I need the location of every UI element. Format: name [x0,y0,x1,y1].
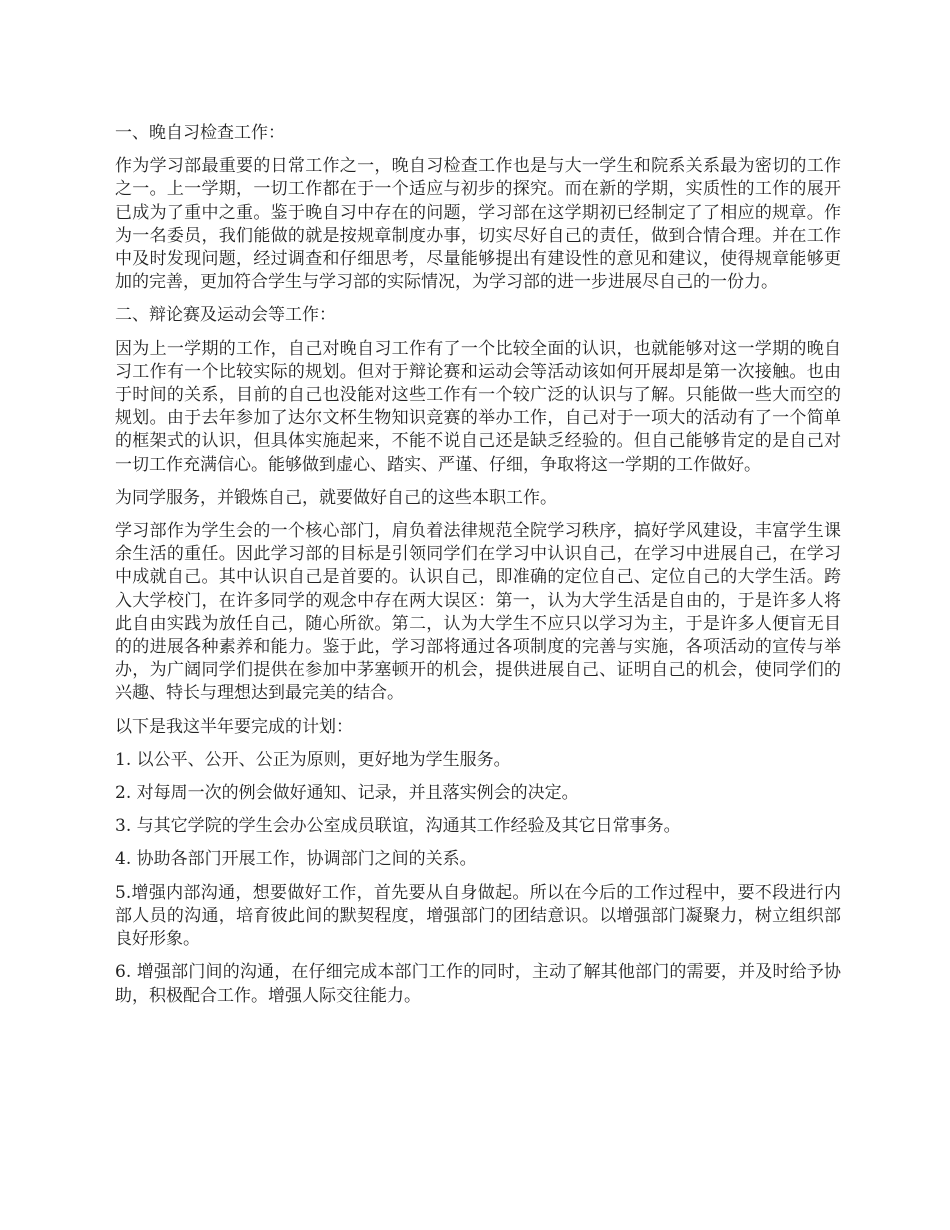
plan-item: 5.增强内部沟通，想要做好工作，首先要从自身做起。所以在今后的工作过程中，要不段进行内部人员的沟通，培育彼此间的默契程度，增强部门的团结意识。以增强部门凝聚力，树立组织部良好形象。 [115,882,841,950]
body-paragraph: 因为上一学期的工作，自己对晚自习工作有了一个比较全面的认识，也就能够对这一学期的晚自习工作有一个比较实际的规划。但对于辩论赛和运动会等活动该如何开展却是第一次接触。也由于时间的关系，目前的自己也没能对这些工作有一个较广泛的认识与了解。只能做一些大而空的规划。由于去年参加了达尔文杯生物知识竞赛的举办工作，自己对于一项大的活动有了一个简单的框架式的认识，但具体实施起来，不能不说自己还是缺乏经验的。但自己能够肯定的是自己对一切工作充满信心。能够做到虚心、踏实、严谨、仔细，争取将这一学期的工作做好。 [115,338,841,475]
plan-item: 6. 增强部门间的沟通，在仔细完成本部门工作的同时，主动了解其他部门的需要，并及时给予协助，积极配合工作。增强人际交往能力。 [115,962,841,1006]
plan-item: 1. 以公平、公开、公正为原则，更好地为学生服务。 [115,749,511,770]
section-heading: 一、晚自习检查工作： [115,123,285,143]
plan-item: 3. 与其它学院的学生会办公室成员联谊，沟通其工作经验及其它日常事务。 [115,816,681,837]
body-paragraph: 以下是我这半年要完成的计划： [115,716,353,737]
plan-item: 2. 对每周一次的例会做好通知、记录，并且落实例会的决定。 [115,783,579,804]
plan-item: 4. 协助各部门开展工作，协调部门之间的关系。 [115,849,477,870]
body-paragraph: 作为学习部最重要的日常工作之一，晚自习检查工作也是与大一学生和院系关系最为密切的工作之一。上一学期，一切工作都在于一个适应与初步的探究。而在新的学期，实质性的工作的展开已成为了重中之重。鉴于晚自习中存在的问题，学习部在这学期初已经制定了了相应的规章。作为一名委员，我们能做的就是按规章制度办事，切实尽好自己的责任，做到合情合理。并在工作中及时发现问题，经过调查和仔细思考，尽量能够提出有建设性的意见和建议，使得规章能够更加的完善，更加符合学生与学习部的实际情况，为学习部的进一步进展尽自己的一份力。 [115,156,841,293]
document-body [115,122,841,1018]
body-paragraph: 为同学服务，并锻炼自己，就要做好自己的这些本职工作。 [115,487,557,508]
section-heading: 二、辩论赛及运动会等工作： [115,305,336,326]
body-paragraph: 学习部作为学生会的一个核心部门，肩负着法律规范全院学习秩序，搞好学风建设，丰富学生课余生活的重任。因此学习部的目标是引领同学们在学习中认识自己，在学习中进展自己，在学习中成就自己。其中认识自己是首要的。认识自己，即准确的定位自己、定位自己的大学生活。跨入大学校门，在许多同学的观念中存在两大误区：第一，认为大学生活是自由的，于是许多人将此自由实践为放任自己，随心所欲。第二，认为大学生不应只以学习为主，于是许多人便盲无目的的进展各种素养和能力。鉴于此，学习部将通过各项制度的完善与实施，各项活动的宣传与举办，为广阔同学们提供在参加中茅塞顿开的机会，提供进展自己、证明自己的机会，使同学们的兴趣、特长与理想达到最完美的结合。 [115,521,841,704]
